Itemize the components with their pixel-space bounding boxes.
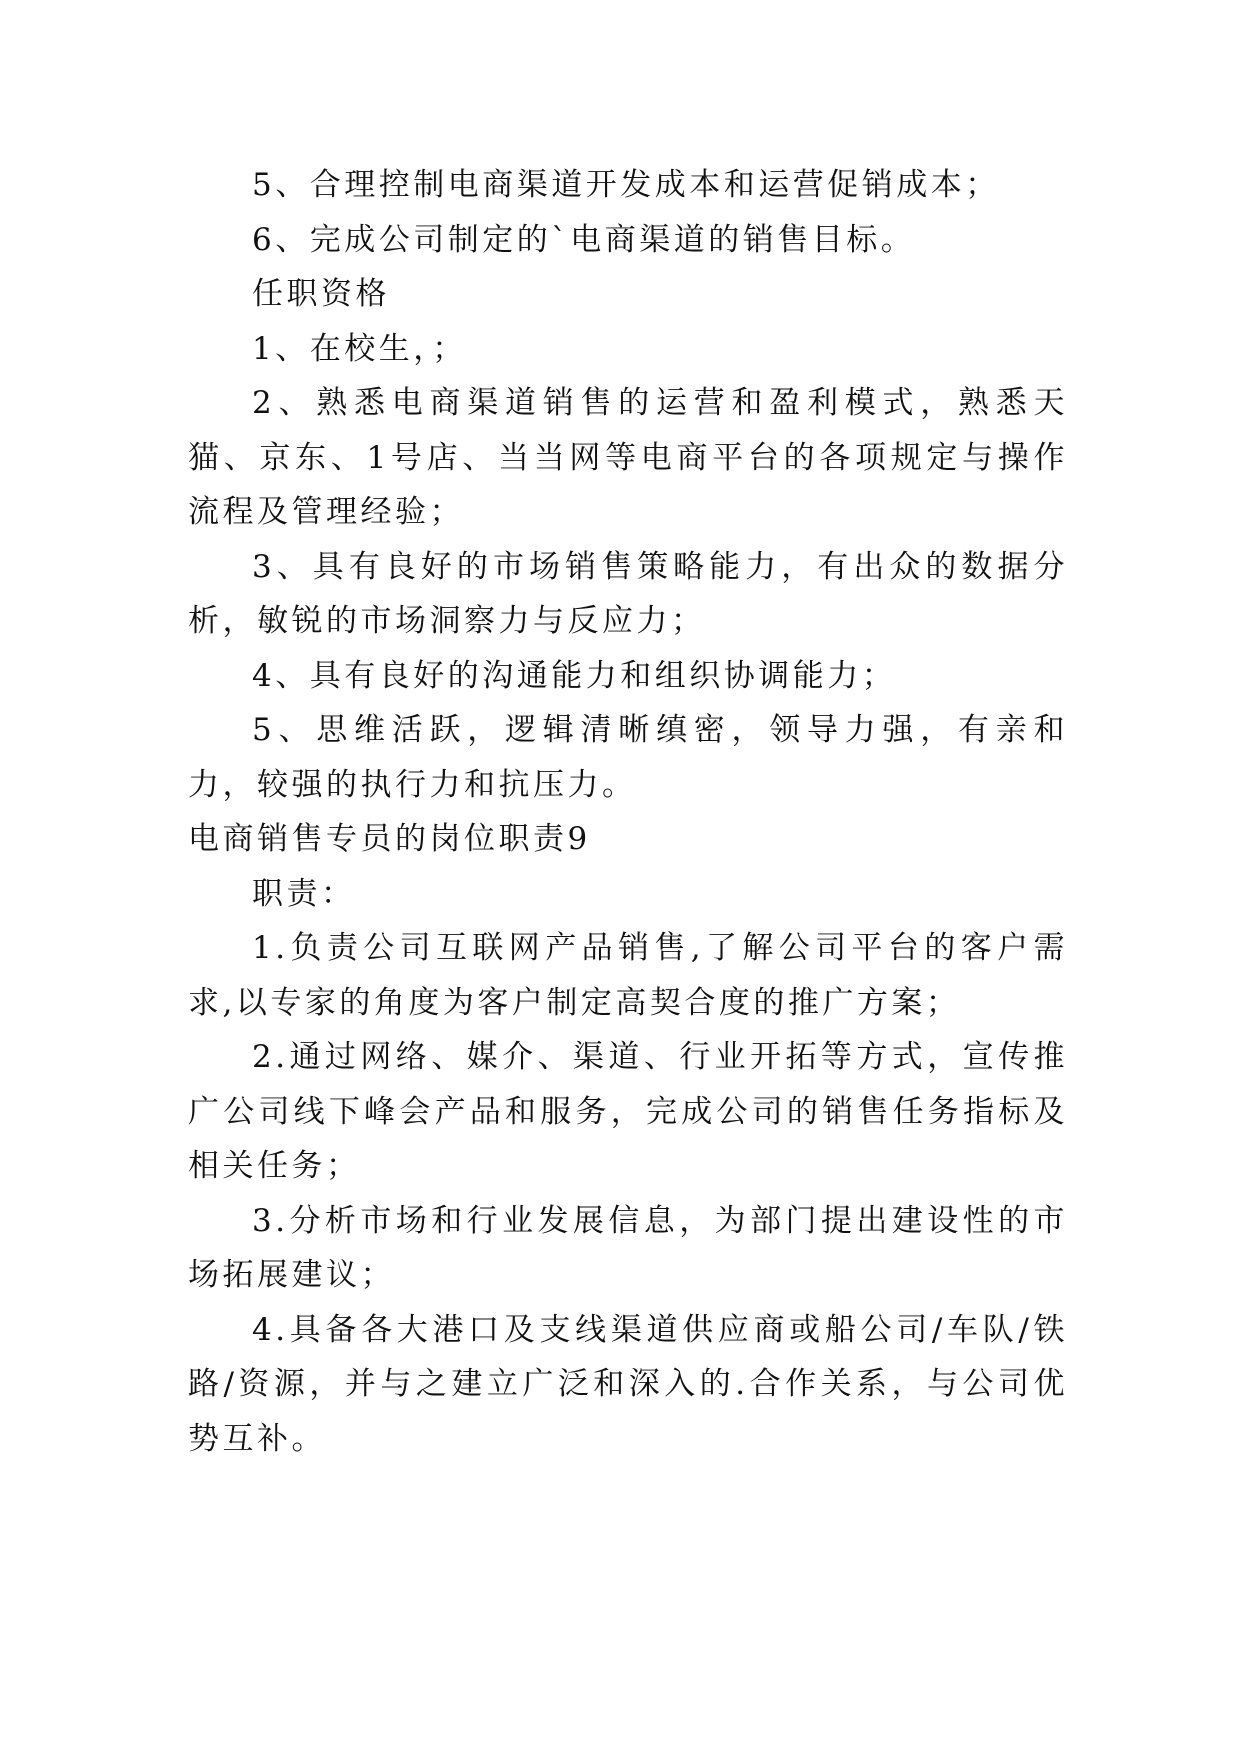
paragraph-qualification-4: 4、具有良好的沟通能力和组织协调能力； [252,657,897,694]
paragraph-duty-5: 5、合理控制电商渠道开发成本和运营促销成本； [252,167,1000,203]
paragraph-qualification-1: 1、在校生，； [252,330,467,367]
paragraph-responsibility-3: 3.分析市场和行业发展信息，为部门提出建设性的市场拓展建议； [188,1202,1068,1293]
heading-qualifications: 任职资格 [252,276,390,312]
paragraph-qualification-2: 2、熟悉电商渠道销售的运营和盈利模式，熟悉天猫、京东、1号店、当当网等电商平台的各项规定与操作流程及管理经验； [188,385,1068,530]
section-title: 电商销售专员的岗位职责9 [188,821,591,857]
heading-responsibilities: 职责： [252,875,356,912]
paragraph-qualification-3: 3、具有良好的市场销售策略能力，有出众的数据分析，敏锐的市场洞察力与反应力； [188,548,1068,639]
document-body [188,158,1068,1466]
paragraph-qualification-5: 5、思维活跃，逻辑清晰缜密，领导力强，有亲和力，较强的执行力和抗压力。 [188,712,1068,803]
paragraph-responsibility-4: 4.具备各大港口及支线渠道供应商或船公司/车队/铁路/资源，并与之建立广泛和深入的.合作关系，与公司优势互补。 [188,1311,1068,1457]
paragraph-responsibility-2: 2.通过网络、媒介、渠道、行业开拓等方式，宣传推广公司线下峰会产品和服务，完成公司的销售任务指标及相关任务； [188,1039,1068,1184]
paragraph-responsibility-1: 1.负责公司互联网产品销售,了解公司平台的客户需求,以专家的角度为客户制定高契合度的推广方案； [188,930,1068,1021]
paragraph-duty-6: 6、完成公司制定的`电商渠道的销售目标。 [252,221,916,258]
